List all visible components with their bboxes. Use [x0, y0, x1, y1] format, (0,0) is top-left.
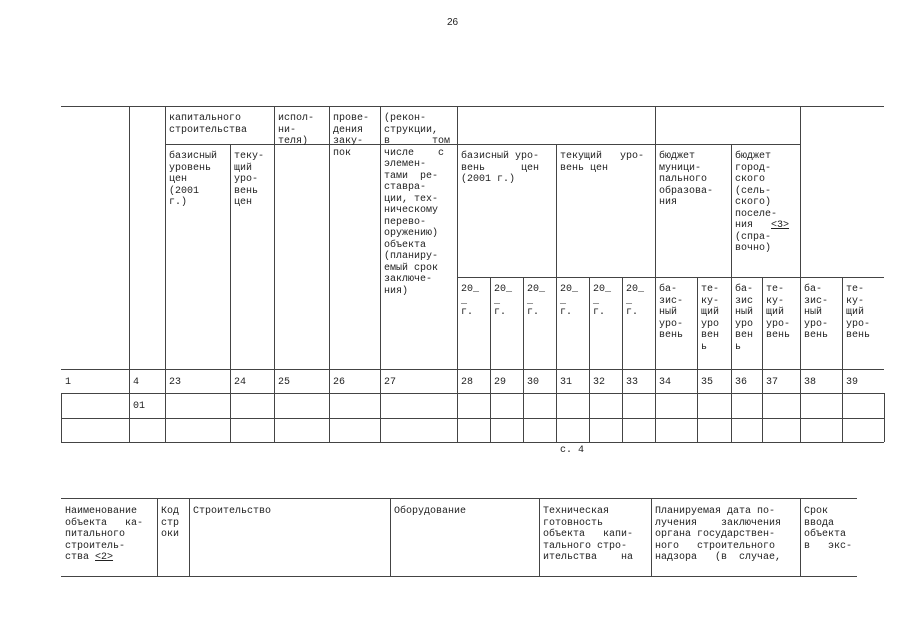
column-number: 31 — [560, 377, 573, 388]
page-number: 26 — [446, 17, 459, 28]
year-cell: 20_ _ г. — [494, 284, 513, 318]
header-planned-date: Планируемая дата по- лучения заключения органа государствен- ного строительного надзора (в случае, — [655, 506, 782, 563]
column-number: 1 — [65, 377, 72, 388]
header-current-level: теку- щий уро- вень цен — [234, 151, 265, 208]
column-number: 34 — [659, 377, 672, 388]
city-budget-text: бюджет город- ского (сель- ского) поселе- ния — [735, 151, 778, 231]
column-number: 38 — [804, 377, 817, 388]
column-number: 33 — [626, 377, 639, 388]
header-construction: Строительство — [193, 506, 272, 517]
column-number: 4 — [133, 377, 140, 388]
column-number: 26 — [333, 377, 346, 388]
column-number: 25 — [278, 377, 291, 388]
year-cell: 20_ _ г. — [527, 284, 546, 318]
header-current-level-price: текущий уро- вень цен — [560, 151, 645, 174]
header-current-level-37: те- ку- щий уро- вень — [766, 284, 791, 341]
header-procurement: прове- дения заку- пок — [333, 113, 370, 159]
year-cell: 20_ _ г. — [560, 284, 579, 318]
header-executor: испол- ни- теля) — [278, 113, 315, 147]
year-cell: 20_ _ г. — [593, 284, 612, 318]
header-base-level-price: базисный уро- вень цен (2001 г.) — [461, 151, 540, 185]
header-current-level-39: те- ку- щий уро- вень — [846, 284, 871, 341]
column-number: 28 — [461, 377, 474, 388]
header-commissioning-deadline: Срок ввода объекта в экс- — [804, 506, 853, 552]
column-number: 37 — [766, 377, 779, 388]
header-row-code: Код стр оки — [161, 506, 180, 540]
year-cell: 20_ _ г. — [626, 284, 645, 318]
column-number: 23 — [169, 377, 182, 388]
column-number: 39 — [846, 377, 859, 388]
city-budget-ref-text: (спра- вочно) — [735, 231, 772, 254]
column-number: 35 — [701, 377, 714, 388]
header-base-level-38: ба- зис- ный уро- вень — [804, 284, 829, 341]
column-number: 32 — [593, 377, 606, 388]
year-cell: 20_ _ г. — [461, 284, 480, 318]
header-equipment: Оборудование — [394, 506, 467, 517]
header-cap-construction: капитального строительства — [169, 113, 248, 136]
header-object-name — [62, 503, 157, 567]
header-base-level-36: ба- зис ный уро вен ь — [735, 284, 754, 353]
header-technical-readiness: Техническая готовность объекта капи- тального стро- ительства на — [543, 506, 634, 563]
column-number: 24 — [234, 377, 247, 388]
header-city-budget — [732, 148, 800, 258]
header-base-level-34: ба- зис- ный уро- вень — [659, 284, 684, 341]
column-number: 29 — [494, 377, 507, 388]
header-reconstruction: (рекон- струкции, в том числе с элемен- тами ре- ставра- ции, тех- ническому перево- оружению) объекта (планиру- емый срок заключе- ния) — [384, 113, 451, 297]
footnote-ref-3: <3> — [771, 220, 790, 231]
header-base-level-2001: базисный уровень цен (2001 г.) — [169, 151, 218, 208]
sheet-label: с. 4 — [560, 445, 585, 456]
column-number: 27 — [384, 377, 397, 388]
column-number: 30 — [527, 377, 540, 388]
footnote-ref-2: <2> — [95, 552, 114, 563]
object-name-text: Наименование объекта ка- питального строитель- ства — [65, 506, 144, 563]
column-number: 36 — [735, 377, 748, 388]
header-current-level-35: те- ку- щий уро вен ь — [701, 284, 720, 353]
row-code: 01 — [133, 401, 146, 412]
header-municipal-budget: бюджет муници- пального образова- ния — [659, 151, 714, 208]
